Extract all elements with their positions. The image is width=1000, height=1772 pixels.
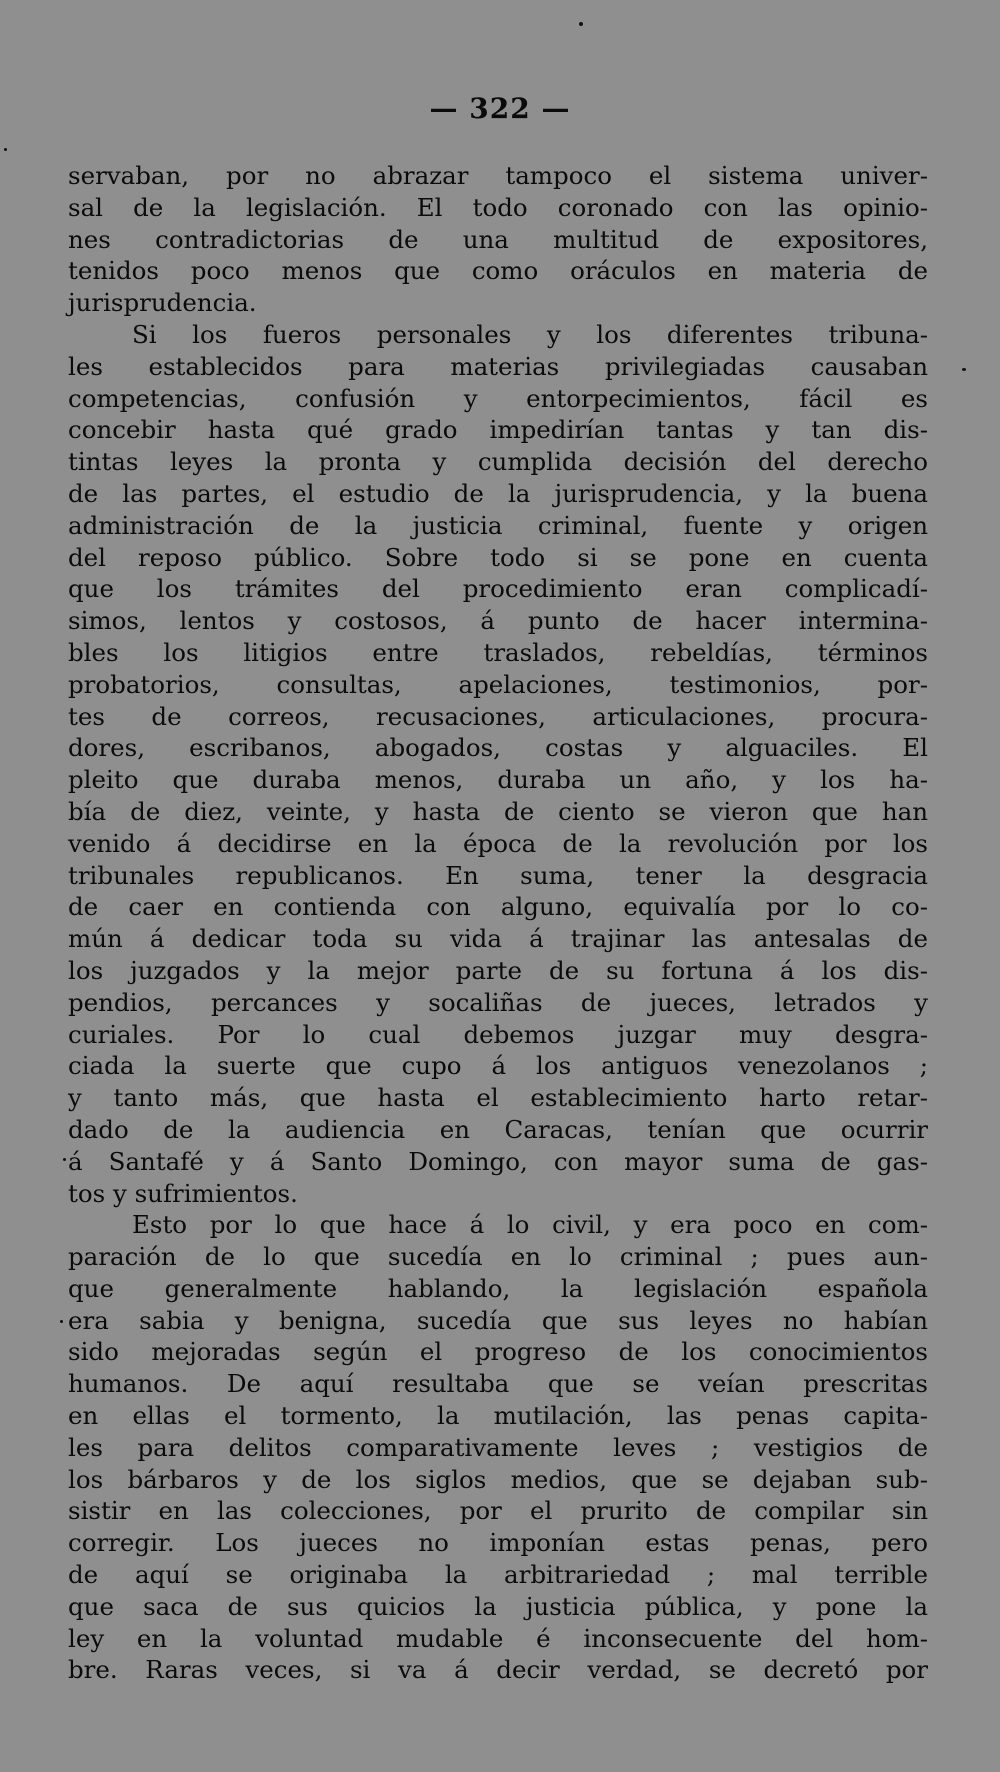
paragraph-start-line: Esto por lo que hace á lo civil, y era poco en com-	[132, 1210, 928, 1240]
text-line: administración de la justicia criminal, fuente y origen	[68, 510, 928, 540]
text-line: venido á decidirse en la época de la revolución por los	[68, 828, 928, 858]
text-line: probatorios, consultas, apelaciones, testimonios, por-	[68, 669, 928, 699]
text-line: bles los litigios entre traslados, rebeldías, términos	[68, 637, 928, 667]
text-line: mún á dedicar toda su vida á trajinar las antesalas de	[68, 924, 928, 954]
text-line: sal de la legislación. El todo coronado con las opinio-	[68, 192, 928, 222]
text-line: era sabia y benigna, sucedía que sus leyes no habían	[68, 1305, 928, 1335]
paragraph-start-line: Si los fueros personales y los diferentes tribuna-	[132, 319, 928, 349]
text-line: pleito que duraba menos, duraba un año, y los ha-	[68, 765, 928, 795]
text-line: de caer en contienda con alguno, equivalía por lo co-	[68, 892, 928, 922]
text-line: bía de diez, veinte, y hasta de ciento se vieron que han	[68, 796, 928, 826]
text-line: les establecidos para materias privilegiadas causaban	[68, 351, 928, 381]
scan-speck	[962, 368, 966, 371]
text-line: tos y sufrimientos.	[68, 1178, 298, 1208]
text-line: tintas leyes la pronta y cumplida decisión del derecho	[68, 447, 928, 477]
text-line: paración de lo que sucedía en lo criminal ; pues aun-	[68, 1242, 928, 1272]
scan-speck	[579, 22, 583, 26]
text-line: humanos. De aquí resultaba que se veían prescritas	[68, 1369, 928, 1399]
text-line: en ellas el tormento, la mutilación, las penas capita-	[68, 1401, 928, 1431]
text-line: curiales. Por lo cual debemos juzgar muy desgra-	[68, 1019, 928, 1049]
text-line: que los trámites del procedimiento eran complicadí-	[68, 574, 928, 604]
text-line: de aquí se originaba la arbitrariedad ; mal terrible	[68, 1560, 928, 1590]
text-line: los bárbaros y de los siglos medios, que se dejaban sub-	[68, 1464, 928, 1494]
text-line: que saca de sus quicios la justicia pública, y pone la	[68, 1591, 928, 1621]
scan-speck	[4, 148, 7, 151]
text-line: dado de la audiencia en Caracas, tenían que ocurrir	[68, 1114, 928, 1144]
text-line: competencias, confusión y entorpecimientos, fácil es	[68, 383, 928, 413]
text-line: los juzgados y la mejor parte de su fortuna á los dis-	[68, 955, 928, 985]
text-line: que generalmente hablando, la legislación española	[68, 1273, 928, 1303]
text-line: sido mejoradas según el progreso de los conocimientos	[68, 1337, 928, 1367]
text-line: á Santafé y á Santo Domingo, con mayor suma de gas-	[68, 1146, 928, 1176]
text-line: servaban, por no abrazar tampoco el sistema univer-	[68, 161, 928, 190]
text-line: bre. Raras veces, si va á decir verdad, se decretó por	[68, 1655, 928, 1685]
text-line: concebir hasta qué grado impedirían tantas y tan dis-	[68, 415, 928, 445]
text-line: sistir en las colecciones, por el prurito de compilar sin	[68, 1496, 928, 1526]
text-line: tribunales republicanos. En suma, tener la desgracia	[68, 860, 928, 890]
text-line: pendios, percances y socaliñas de jueces, letrados y	[68, 987, 928, 1017]
text-line: dores, escribanos, abogados, costas y alguaciles. El	[68, 733, 928, 763]
text-line: les para delitos comparativamente leves ; vestigios de	[68, 1432, 928, 1462]
text-line: de las partes, el estudio de la jurisprudencia, y la buena	[68, 478, 928, 508]
text-line: ciada la suerte que cupo á los antiguos venezolanos ;	[68, 1051, 928, 1081]
scan-speck	[60, 1320, 63, 1323]
body-text	[68, 160, 928, 1686]
text-line: tenidos poco menos que como oráculos en materia de	[68, 256, 928, 286]
scan-speck	[63, 1158, 66, 1161]
text-line: del reposo público. Sobre todo si se pone en cuenta	[68, 542, 928, 572]
text-line: tes de correos, recusaciones, articulaciones, procura-	[68, 701, 928, 731]
text-line: corregir. Los jueces no imponían estas penas, pero	[68, 1528, 928, 1558]
text-line: nes contradictorias de una multitud de expositores,	[68, 224, 928, 254]
page-number: — 322 —	[429, 92, 571, 125]
text-line: ley en la voluntad mudable é inconsecuente del hom-	[68, 1623, 928, 1653]
text-line: jurisprudencia.	[68, 288, 257, 318]
text-line: simos, lentos y costosos, á punto de hacer intermina-	[68, 606, 928, 636]
text-line: y tanto más, que hasta el establecimiento harto retar-	[68, 1083, 928, 1113]
